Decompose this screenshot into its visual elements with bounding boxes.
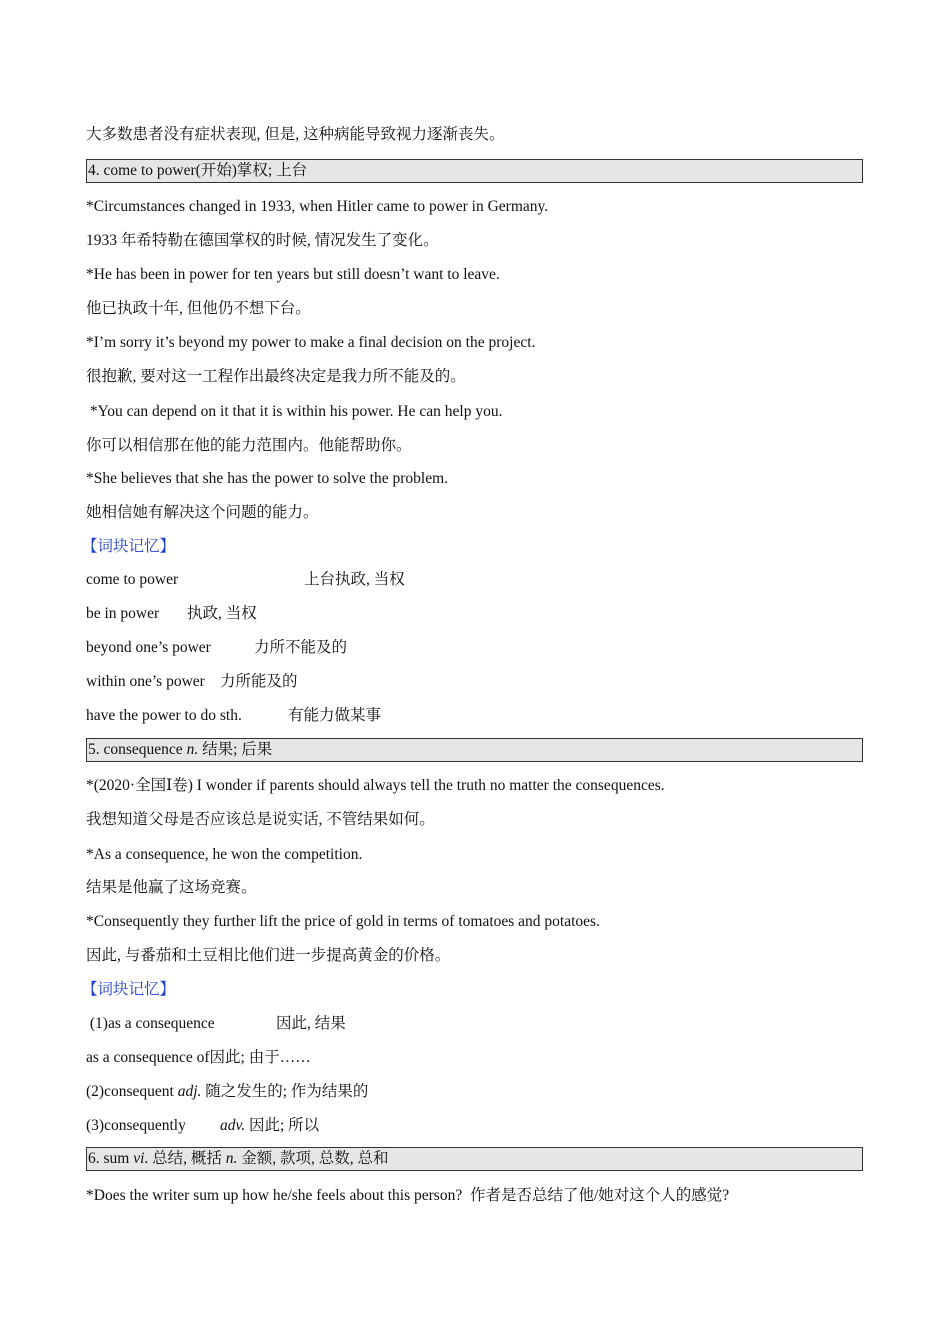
section-6-header xyxy=(86,1147,863,1171)
translation-line: 你可以相信那在他的能力范围内。他能帮助你。 xyxy=(86,437,412,454)
example-line: *Circumstances changed in 1933, when Hitler came to power in Germany. xyxy=(86,198,549,215)
part-of-speech: n. xyxy=(225,1150,238,1167)
memory-item xyxy=(86,570,405,590)
section-5-header xyxy=(86,738,863,762)
translation-line: 很抱歉, 要对这一工程作出最终决定是我力所不能及的。 xyxy=(86,368,466,385)
memory-phrase: within one’s power xyxy=(86,673,205,690)
memory-item xyxy=(86,1014,346,1034)
memory-meaning: 力所能及的 xyxy=(220,673,298,690)
translation-line: 结果是他赢了这场竞赛。 xyxy=(86,879,257,896)
memory-item: as a consequence of因此; 由于…… xyxy=(86,1049,311,1066)
memory-phrase: (3)consequently xyxy=(86,1117,186,1134)
memory-item xyxy=(86,638,348,658)
memory-item xyxy=(86,706,382,726)
example-line: *You can depend on it that it is within his power. He can help you. xyxy=(86,403,503,420)
translation-line: 我想知道父母是否应该总是说实话, 不管结果如何。 xyxy=(86,811,435,828)
example-line: *As a consequence, he won the competition. xyxy=(86,846,363,863)
memory-meaning: 有能力做某事 xyxy=(288,707,382,724)
example-line: *Does the writer sum up how he/she feels about this person? 作者是否总结了他/她对这个人的感觉? xyxy=(86,1187,730,1204)
translation-line: 因此, 与番茄和土豆相比他们进一步提高黄金的价格。 xyxy=(86,947,451,964)
memory-phrase: come to power xyxy=(86,571,179,588)
intro-line: 大多数患者没有症状表现, 但是, 这种病能导致视力逐渐丧失。 xyxy=(86,126,505,143)
translation-line: 1933 年希特勒在德国掌权的时候, 情况发生了变化。 xyxy=(86,232,439,249)
memory-label: 【词块记忆】 xyxy=(82,981,176,998)
memory-meaning: 力所不能及的 xyxy=(254,639,348,656)
part-of-speech: vi xyxy=(133,1150,145,1167)
memory-item xyxy=(86,604,257,624)
memory-meaning-text: 因此; 所以 xyxy=(245,1117,320,1134)
example-line: *(2020·全国Ⅰ卷) I wonder if parents should always tell the truth no matter the consequences. xyxy=(86,777,665,794)
part-of-speech: n. xyxy=(186,741,199,758)
memory-label: 【词块记忆】 xyxy=(82,538,176,555)
header-word: 5. consequence xyxy=(88,741,187,758)
part-of-speech: adj. xyxy=(177,1083,202,1100)
memory-phrase: have the power to do sth. xyxy=(86,707,242,724)
example-line: *She believes that she has the power to solve the problem. xyxy=(86,470,449,487)
memory-item xyxy=(86,1082,368,1102)
header-word: 6. sum xyxy=(88,1150,134,1167)
memory-phrase: (2)consequent xyxy=(86,1083,178,1100)
translation-line: 她相信她有解决这个问题的能力。 xyxy=(86,504,319,521)
translation-line: 他已执政十年, 但他仍不想下台。 xyxy=(86,300,311,317)
header-meaning: . 总结, 概括 xyxy=(144,1150,226,1167)
memory-meaning: 因此, 结果 xyxy=(276,1015,346,1032)
memory-phrase: (1)as a consequence xyxy=(86,1015,215,1032)
memory-meaning: 执政, 当权 xyxy=(187,605,257,622)
memory-item xyxy=(86,672,298,692)
memory-item xyxy=(86,1116,320,1136)
part-of-speech: adv. xyxy=(220,1117,246,1134)
memory-meaning: 上台执政, 当权 xyxy=(304,571,405,588)
header-meaning: 金额, 款项, 总数, 总和 xyxy=(237,1150,389,1167)
memory-meaning xyxy=(220,1116,319,1136)
memory-meaning: 随之发生的; 作为结果的 xyxy=(201,1083,369,1100)
section-4-header: 4. come to power(开始)掌权; 上台 xyxy=(86,159,863,183)
header-meaning: 结果; 后果 xyxy=(198,741,273,758)
example-line: *He has been in power for ten years but still doesn’t want to leave. xyxy=(86,266,500,283)
memory-phrase: beyond one’s power xyxy=(86,639,211,656)
memory-phrase: be in power xyxy=(86,605,160,622)
example-line: *Consequently they further lift the price of gold in terms of tomatoes and potatoes. xyxy=(86,913,600,930)
example-line: *I’m sorry it’s beyond my power to make a final decision on the project. xyxy=(86,334,536,351)
